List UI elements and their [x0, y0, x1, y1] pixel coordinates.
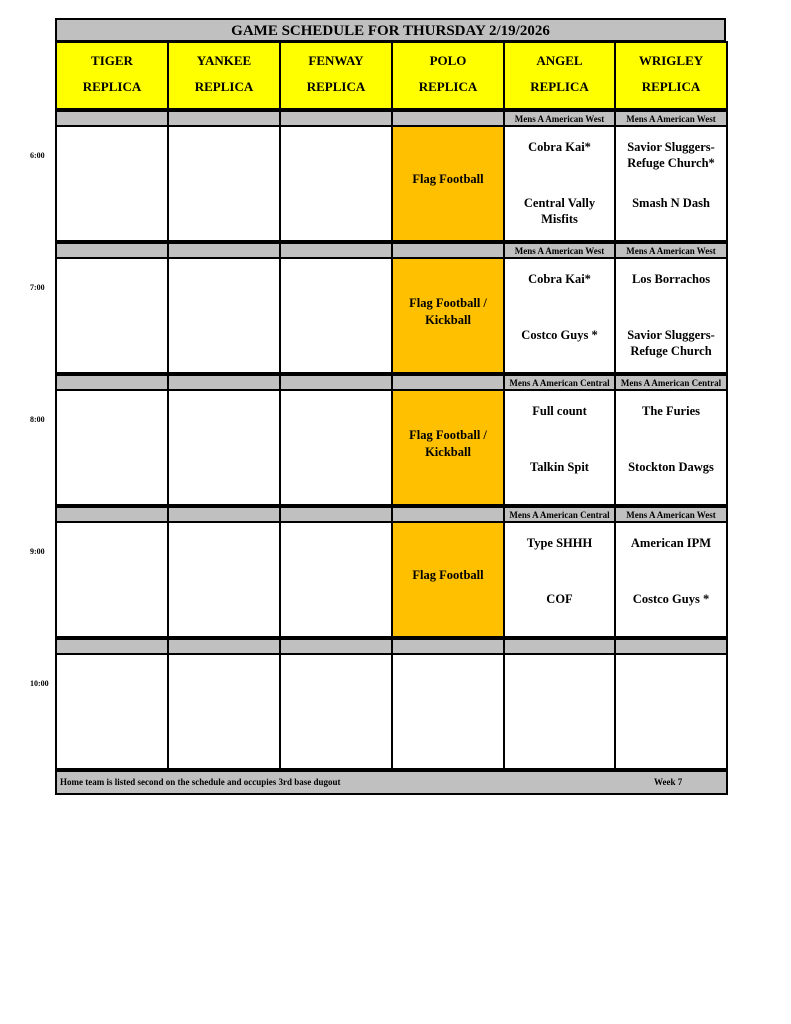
home-team: Central Vally Misfits — [523, 196, 596, 226]
empty-cell — [503, 653, 616, 770]
time-label: 9:00 — [30, 547, 45, 556]
game-cell — [503, 389, 616, 506]
activity-label: Flag Football — [412, 568, 484, 582]
division-label: Mens A American West — [614, 242, 728, 259]
footer-note: Home team is listed second on the schedule and occupies 3rd base dugout — [60, 777, 341, 787]
time-label: 6:00 — [30, 151, 45, 160]
empty-cell — [167, 257, 281, 374]
home-team: Costco Guys * — [521, 328, 598, 342]
field-header-tiger — [55, 41, 169, 110]
away-team: The Furies — [642, 404, 700, 418]
empty-cell — [279, 389, 393, 506]
division-label: Mens A American West — [503, 110, 616, 127]
time-label: 7:00 — [30, 283, 45, 292]
schedule-title: GAME SCHEDULE FOR THURSDAY 2/19/2026 — [55, 18, 726, 42]
home-team: Stockton Dawgs — [628, 460, 714, 474]
game-cell — [614, 521, 728, 638]
field-subtitle: REPLICA — [641, 79, 701, 94]
footer-bar — [55, 770, 728, 795]
away-team: Cobra Kai* — [528, 140, 591, 154]
division-label: Mens A American West — [614, 110, 728, 127]
activity-cell — [391, 521, 505, 638]
empty-cell — [279, 257, 393, 374]
game-cell — [503, 521, 616, 638]
away-team: Full count — [532, 404, 587, 418]
away-team: Cobra Kai* — [528, 272, 591, 286]
field-header-polo — [391, 41, 505, 110]
division-label: Mens A American Central — [503, 506, 616, 523]
empty-cell — [167, 653, 281, 770]
empty-cell — [391, 653, 505, 770]
field-header-angel — [503, 41, 616, 110]
game-cell — [614, 125, 728, 242]
empty-cell — [167, 521, 281, 638]
field-name: ANGEL — [536, 53, 583, 68]
empty-cell — [279, 653, 393, 770]
field-name: WRIGLEY — [638, 53, 704, 68]
field-subtitle: REPLICA — [306, 79, 366, 94]
field-subtitle: REPLICA — [82, 79, 142, 94]
empty-cell — [55, 257, 169, 374]
empty-cell — [55, 389, 169, 506]
week-label: Week 7 — [654, 777, 683, 787]
home-team: Smash N Dash — [632, 196, 710, 210]
field-header-wrigley — [614, 41, 728, 110]
away-team: Los Borrachos — [631, 272, 711, 286]
home-team: COF — [546, 592, 573, 606]
empty-cell — [55, 125, 169, 242]
away-team: Savior Sluggers- Refuge Church* — [627, 140, 715, 170]
away-team: American IPM — [630, 536, 712, 550]
field-name: FENWAY — [308, 53, 364, 68]
home-team: Savior Sluggers- Refuge Church — [627, 328, 715, 358]
activity-label: Flag Football — [412, 172, 484, 186]
home-team: Talkin Spit — [530, 460, 589, 474]
field-name: YANKEE — [196, 53, 252, 68]
activity-label: Flag Football / Kickball — [409, 427, 487, 459]
away-team: Type SHHH — [526, 536, 593, 550]
field-subtitle: REPLICA — [530, 79, 589, 94]
activity-label: Flag Football / Kickball — [409, 295, 487, 327]
empty-cell — [55, 521, 169, 638]
field-header-yankee — [167, 41, 281, 110]
field-subtitle: REPLICA — [194, 79, 254, 94]
field-header-fenway — [279, 41, 393, 110]
home-team: Costco Guys * — [632, 592, 710, 606]
time-label: 8:00 — [30, 415, 45, 424]
field-name: POLO — [429, 53, 467, 68]
division-label: Mens A American Central — [614, 374, 728, 391]
empty-cell — [279, 521, 393, 638]
activity-cell — [391, 257, 505, 374]
game-cell — [503, 257, 616, 374]
game-cell — [614, 257, 728, 374]
field-name: TIGER — [91, 53, 133, 68]
activity-cell — [391, 389, 505, 506]
activity-cell — [391, 125, 505, 242]
empty-cell — [55, 653, 169, 770]
empty-cell — [614, 653, 728, 770]
empty-cell — [167, 125, 281, 242]
field-subtitle: REPLICA — [418, 79, 478, 94]
game-cell — [614, 389, 728, 506]
game-cell — [503, 125, 616, 242]
empty-cell — [167, 389, 281, 506]
time-label: 10:00 — [30, 679, 49, 688]
division-label: Mens A American Central — [503, 374, 616, 391]
division-label: Mens A American West — [503, 242, 616, 259]
empty-cell — [279, 125, 393, 242]
division-label: Mens A American West — [614, 506, 728, 523]
